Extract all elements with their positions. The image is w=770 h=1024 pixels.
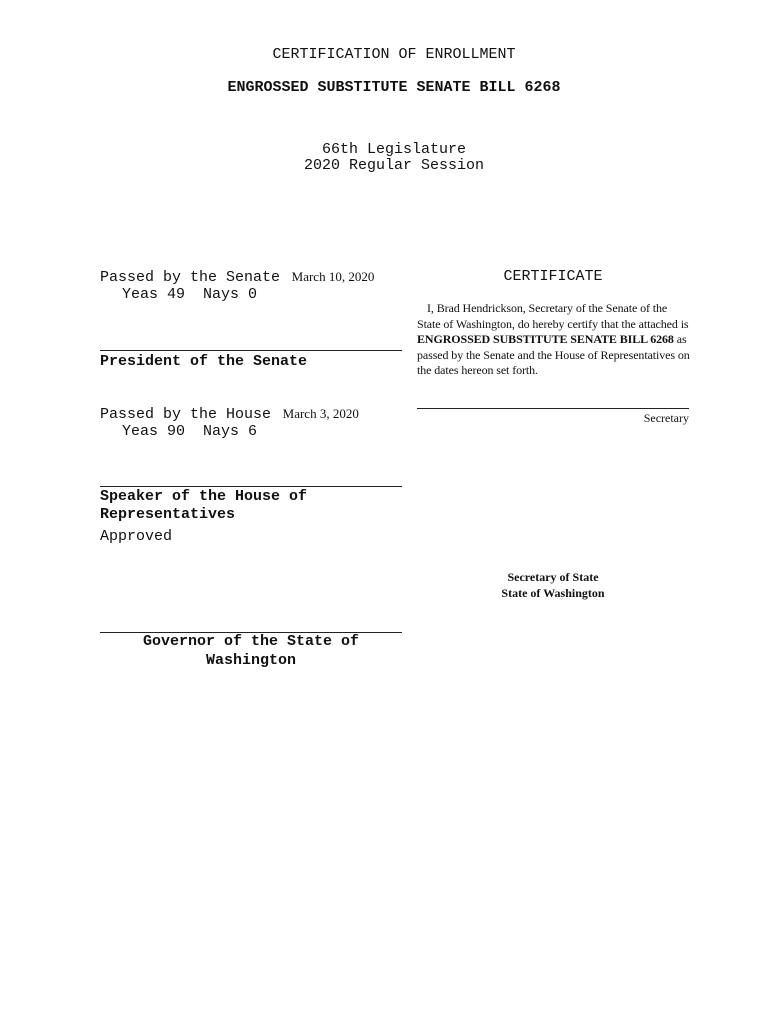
president-of-senate-label: President of the Senate xyxy=(100,353,308,370)
certificate-text xyxy=(417,301,691,379)
governor-label-line1: Governor of the State of xyxy=(142,633,360,650)
secretary-signature-line xyxy=(417,408,689,409)
certificate-text-before: I, Brad Hendrickson, Secretary of the Senate of the State of Washington, do hereby certify that the attached is xyxy=(417,301,689,331)
senate-votes: Yeas 49 Nays 0 xyxy=(122,286,258,303)
secretary-of-state-line1: Secretary of State xyxy=(507,570,599,584)
house-signature-line xyxy=(100,486,402,487)
speaker-label-line1: Speaker of the House of xyxy=(100,488,308,505)
governor-label-line2: Washington xyxy=(205,652,296,669)
certificate-bill-name: ENGROSSED SUBSTITUTE SENATE BILL 6268 xyxy=(417,332,674,346)
secretary-of-state-line2: State of Washington xyxy=(501,586,605,600)
house-passed-line xyxy=(100,405,359,423)
senate-signature-line xyxy=(100,350,402,351)
bill-title: ENGROSSED SUBSTITUTE SENATE BILL 6268 xyxy=(227,79,561,96)
certificate-text-after: as passed by the Senate and the House of Representatives on the dates hereon set forth. xyxy=(417,332,690,377)
certificate-heading: CERTIFICATE xyxy=(503,268,603,285)
approved-label: Approved xyxy=(100,528,173,545)
house-votes: Yeas 90 Nays 6 xyxy=(122,423,258,440)
session: 2020 Regular Session xyxy=(303,157,485,174)
certification-title: CERTIFICATION OF ENROLLMENT xyxy=(272,46,516,63)
senate-passed-label: Passed by the Senate xyxy=(100,269,281,286)
house-date: March 3, 2020 xyxy=(282,406,359,421)
senate-date: March 10, 2020 xyxy=(291,269,375,284)
senate-passed-line xyxy=(100,268,374,286)
legislature: 66th Legislature xyxy=(321,141,467,158)
secretary-label: Secretary xyxy=(643,411,689,425)
house-passed-label: Passed by the House xyxy=(100,406,272,423)
speaker-label-line2: Representatives xyxy=(100,506,236,523)
